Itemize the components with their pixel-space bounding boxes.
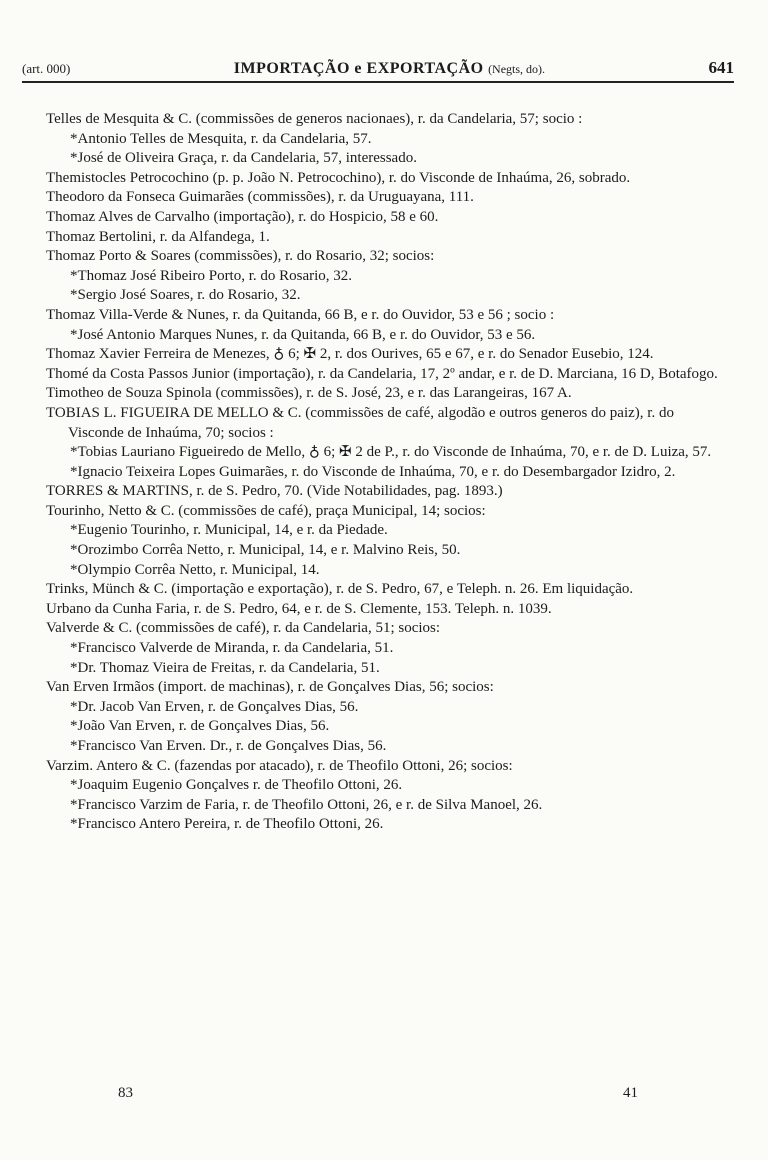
directory-entry: Varzim. Antero & C. (fazendas por atacado), r. de Theofilo Ottoni, 26; socios: xyxy=(46,757,513,774)
partner-entry: *Joaquim Eugenio Gonçalves r. de Theofilo Ottoni, 26. xyxy=(70,777,403,794)
directory-entry: Urbano da Cunha Faria, r. de S. Pedro, 64, e r. de S. Clemente, 153. Teleph. n. 1039. xyxy=(46,600,552,617)
page-number: 641 xyxy=(708,58,734,77)
directory-entry: Tourinho, Netto & C. (commissões de café), praça Municipal, 14; socios: xyxy=(46,502,486,519)
page-footer xyxy=(118,1085,638,1102)
directory-entry: Timotheo de Souza Spinola (commissões), r. de S. José, 23, e r. das Larangeiras, 167 A. xyxy=(46,385,572,402)
directory-entry: Thomaz Bertolini, r. da Alfandega, 1. xyxy=(46,228,270,245)
partner-entry: *Tobias Lauriano Figueiredo de Mello, ♁ 6; ✠ 2 de P., r. do Visconde de Inhaúma, 70, e r. de D. Luiza, 57. xyxy=(70,444,712,461)
directory-entry: Themistocles Petrocochino (p. p. João N. Petrocochino), r. do Visconde de Inhaúma, 26, sobrado. xyxy=(46,169,631,186)
partner-entry: *Francisco Valverde de Miranda, r. da Candelaria, 51. xyxy=(70,640,394,657)
directory-entry: Thomé da Costa Passos Junior (importação), r. da Candelaria, 17, 2º andar, e r. de D. Marciana, 16 D, Botafogo. xyxy=(46,365,718,382)
directory-entry: Telles de Mesquita & C. (commissões de generos nacionaes), r. da Candelaria, 57; socio : xyxy=(46,111,583,127)
partner-entry: *Eugenio Tourinho, r. Municipal, 14, e r. da Piedade. xyxy=(70,522,388,539)
entries-list xyxy=(46,110,732,835)
header-subtitle: (Negts, do). xyxy=(488,62,546,76)
partner-entry: *Francisco Varzim de Faria, r. de Theofilo Ottoni, 26, e r. de Silva Manoel, 26. xyxy=(70,796,543,813)
partner-entry: *José de Oliveira Graça, r. da Candelaria, 57, interessado. xyxy=(70,150,417,167)
directory-entry: Theodoro da Fonseca Guimarães (commissões), r. da Uruguayana, 111. xyxy=(46,189,474,206)
partner-entry: *José Antonio Marques Nunes, r. da Quitanda, 66 B, e r. do Ouvidor, 53 e 56. xyxy=(70,326,536,343)
partner-entry: *Dr. Jacob Van Erven, r. de Gonçalves Dias, 56. xyxy=(70,698,359,715)
directory-entry: Valverde & C. (commissões de café), r. da Candelaria, 51; socios: xyxy=(46,620,441,637)
partner-entry: *Sergio José Soares, r. do Rosario, 32. xyxy=(70,287,301,304)
partner-entry: *Ignacio Teixeira Lopes Guimarães, r. do Visconde de Inhaúma, 70, e r. do Desembargador Izidro, 2. xyxy=(70,463,676,480)
header-article-ref: (art. 000) xyxy=(22,61,71,76)
directory-entry: Trinks, Münch & C. (importação e exportação), r. de S. Pedro, 67, e Teleph. n. 26. Em liquidação. xyxy=(46,581,634,598)
directory-entry: Thomaz Xavier Ferreira de Menezes, ♁ 6; ✠ 2, r. dos Ourives, 65 e 67, e r. do Senador Eusebio, 124. xyxy=(46,346,654,363)
directory-entry: TOBIAS L. FIGUEIRA DE MELLO & C. (commissões de café, algodão e outros generos do paiz), r. do Visconde de Inhaúma, 70; socios : xyxy=(46,404,674,441)
partner-entry: *João Van Erven, r. de Gonçalves Dias, 56. xyxy=(70,718,330,735)
footer-sheet-number: 41 xyxy=(623,1085,638,1101)
partner-entry: *Orozimbo Corrêa Netto, r. Municipal, 14, e r. Malvino Reis, 50. xyxy=(70,542,461,559)
partner-entry: *Antonio Telles de Mesquita, r. da Candelaria, 57. xyxy=(70,130,372,147)
partner-entry: *Francisco Van Erven. Dr., r. de Gonçalves Dias, 56. xyxy=(70,738,387,754)
directory-entry: Thomaz Villa-Verde & Nunes, r. da Quitanda, 66 B, e r. do Ouvidor, 53 e 56 ; socio : xyxy=(46,306,555,323)
page-header xyxy=(22,58,734,83)
directory-entry: Van Erven Irmãos (import. de machinas), r. de Gonçalves Dias, 56; socios: xyxy=(46,679,494,696)
partner-entry: *Thomaz José Ribeiro Porto, r. do Rosario, 32. xyxy=(70,267,353,284)
directory-entry: Thomaz Alves de Carvalho (importação), r. do Hospicio, 58 e 60. xyxy=(46,208,439,225)
partner-entry: *Olympio Corrêa Netto, r. Municipal, 14. xyxy=(70,561,320,578)
footer-signature-number: 83 xyxy=(118,1085,133,1101)
partner-entry: *Francisco Antero Pereira, r. de Theofilo Ottoni, 26. xyxy=(70,816,384,833)
directory-entry: TORRES & MARTINS, r. de S. Pedro, 70. (Vide Notabilidades, pag. 1893.) xyxy=(46,483,503,500)
header-title-group xyxy=(234,60,545,78)
directory-entry: Thomaz Porto & Soares (commissões), r. do Rosario, 32; socios: xyxy=(46,248,435,265)
partner-entry: *Dr. Thomaz Vieira de Freitas, r. da Candelaria, 51. xyxy=(70,659,380,676)
header-title: IMPORTAÇÃO e EXPORTAÇÃO xyxy=(233,60,484,77)
